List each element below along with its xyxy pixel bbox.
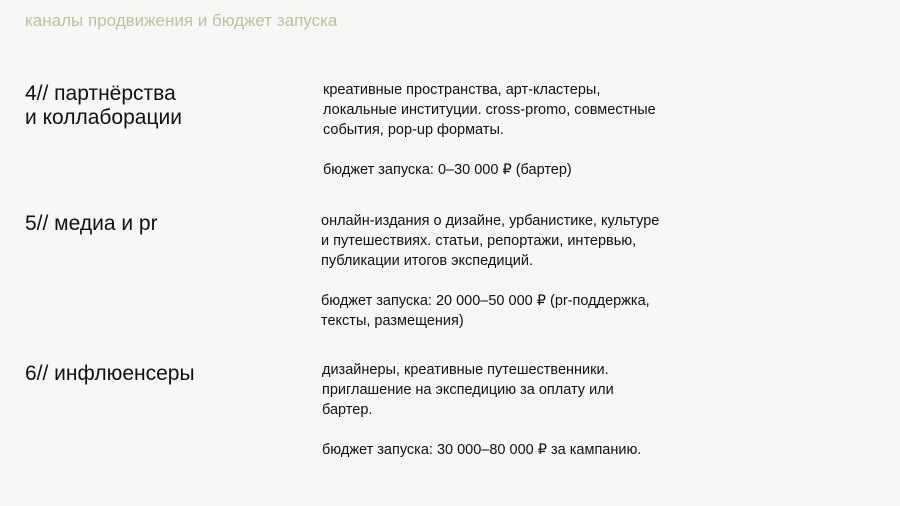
description-line: локальные институции. cross-promo, совместные bbox=[323, 102, 656, 118]
section-body-partnerships bbox=[323, 80, 656, 180]
paragraph-gap bbox=[321, 271, 659, 291]
budget-line: тексты, размещения) bbox=[321, 313, 464, 329]
page-title: каналы продвижения и бюджет запуска bbox=[25, 11, 338, 30]
section-heading-line: 6// инфлюенсеры bbox=[25, 362, 195, 385]
budget-line: бюджет запуска: 0–30 000 ₽ (бартер) bbox=[323, 162, 572, 178]
description-line: дизайнеры, креативные путешественники. bbox=[322, 362, 609, 378]
description-line: и путешествиях. статьи, репортажи, интервью, bbox=[321, 233, 637, 249]
description-line: бартер. bbox=[322, 402, 373, 418]
section-heading-line: 5// медиа и pr bbox=[25, 212, 158, 235]
section-body-influencers bbox=[322, 360, 641, 460]
description-line: онлайн-издания о дизайне, урбанистике, культуре bbox=[321, 213, 660, 229]
description-line: приглашение на экспедицию за оплату или bbox=[322, 382, 614, 398]
section-body-media-pr bbox=[321, 211, 659, 331]
paragraph-gap bbox=[323, 140, 656, 160]
section-heading-media-pr bbox=[25, 212, 158, 236]
description-line: креативные пространства, арт-кластеры, bbox=[323, 82, 601, 98]
section-heading-line: 4// партнёрства bbox=[25, 82, 176, 105]
section-heading-partnerships bbox=[25, 82, 182, 130]
budget-line: бюджет запуска: 30 000–80 000 ₽ за кампанию. bbox=[322, 442, 642, 458]
budget-line: бюджет запуска: 20 000–50 000 ₽ (pr-поддержка, bbox=[321, 293, 650, 309]
section-heading-influencers bbox=[25, 362, 195, 386]
description-line: публикации итогов экспедиций. bbox=[321, 253, 533, 269]
paragraph-gap bbox=[322, 420, 641, 440]
section-heading-line: и коллаборации bbox=[25, 106, 182, 129]
description-line: события, pop-up форматы. bbox=[323, 122, 504, 138]
